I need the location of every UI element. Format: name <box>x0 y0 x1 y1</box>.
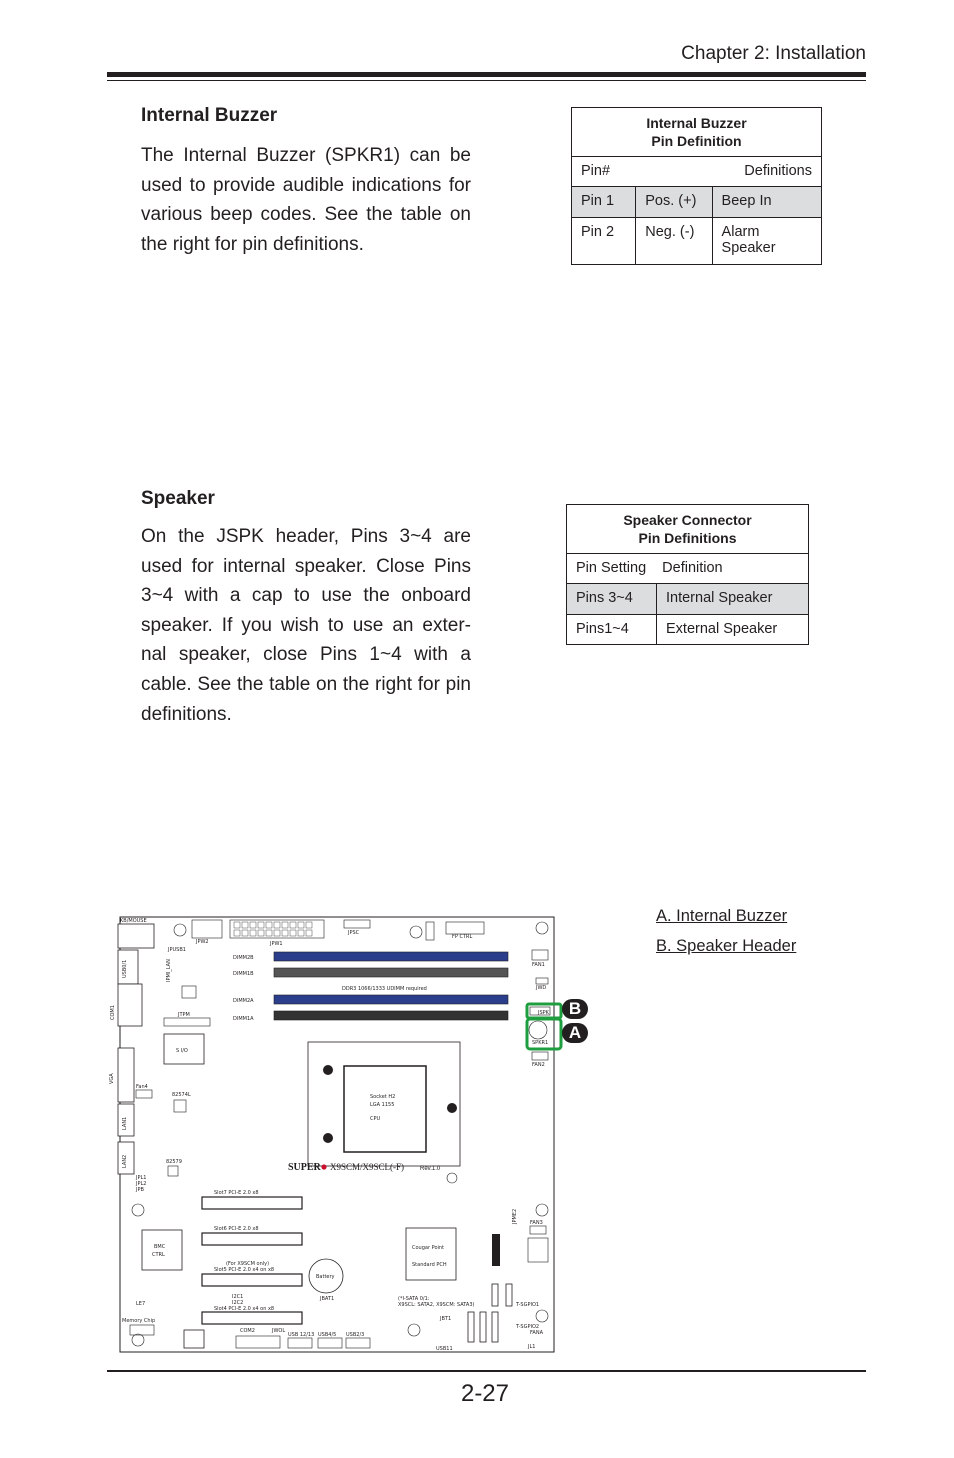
label-rev: Rev.1.0 <box>420 1166 441 1172</box>
label-usb11: USB11 <box>436 1346 453 1352</box>
fan1-header <box>532 950 548 960</box>
buzzer-table-title-1: Internal Buzzer <box>646 115 747 131</box>
speaker-row2-setting: Pins1~4 <box>567 615 657 645</box>
label-jpusb1: JPUSB1 <box>168 947 186 953</box>
speaker-body: On the JSPK header, Pins 3~4 are used for internal speaker. Close Pins 3~4 with a cap to use the onboard speaker. If you wish to use an exter- nal speaker, close Pins 1~4 with a cable. See the table on the right for pin definitions. <box>141 526 471 725</box>
label-jbat1: JBAT1 <box>320 1296 335 1302</box>
marker-a: A <box>562 1023 588 1043</box>
label-slot5: Slot5 PCI-E 2.0 x4 on x8 <box>214 1267 275 1273</box>
speaker-table-title-1: Speaker Connector <box>623 512 752 528</box>
fan4-header <box>136 1090 152 1098</box>
label-slot7: Slot7 PCI-E 2.0 x8 <box>214 1190 259 1196</box>
motherboard-svg <box>109 916 556 1354</box>
dimm2a-slot <box>274 995 508 1004</box>
label-jwol: JWOL <box>272 1328 286 1334</box>
label-i2c2: I2C2 <box>232 1300 244 1306</box>
usb45-header <box>318 1338 342 1348</box>
speaker-table-title <box>567 505 809 554</box>
label-82579: 82579 <box>166 1159 182 1165</box>
jbr-header <box>426 922 434 940</box>
buzzer-heading: Internal Buzzer <box>141 105 278 126</box>
label-com1: COM1 <box>110 1005 116 1020</box>
jpw1-header <box>230 920 324 938</box>
label-fana: FANA <box>530 1330 543 1336</box>
sata-port <box>468 1312 474 1342</box>
label-tsgpio2: T-SGPIO2 <box>516 1324 540 1330</box>
speaker-col-setting: Pin Setting <box>576 560 647 576</box>
label-jbt1: JBT1 <box>440 1316 452 1322</box>
slot6 <box>202 1233 302 1245</box>
vga-port <box>118 1048 134 1102</box>
slot5 <box>202 1274 302 1286</box>
fan3-header <box>530 1226 546 1234</box>
label-dimm2b: DIMM2B <box>233 955 254 961</box>
label-lan2: LAN2 <box>122 1154 128 1168</box>
buzzer-body: The Internal Buzzer (SPKR1) can be used to provide audible indications for various beep codes. See the table on the right for pin definitions. <box>141 145 471 255</box>
label-usb1213: USB 12/13 <box>288 1332 315 1338</box>
buzzer-row2-pin: Pin 2 <box>572 218 636 265</box>
dimm1b-slot <box>274 968 508 977</box>
label-dimm1a: DIMM1A <box>233 1016 254 1022</box>
label-battery: Battery <box>316 1274 335 1280</box>
table-row <box>572 218 822 265</box>
label-vga: VGA <box>109 1073 115 1084</box>
buzzer-table-title <box>572 108 822 157</box>
fpctrl-header <box>446 922 484 934</box>
label-sio: S I/O <box>176 1048 188 1054</box>
label-model: X9SCM/X9SCL(-F) <box>330 1162 405 1172</box>
memory-chip <box>130 1325 154 1335</box>
label-standard-pch: Standard PCH <box>412 1262 447 1268</box>
label-x9scm-only: (For X9SCM only) <box>226 1261 270 1267</box>
label-usb23: USB2/3 <box>346 1332 365 1338</box>
label-jwd: JWD <box>536 985 547 991</box>
speaker-row2-def: External Speaker <box>657 615 809 645</box>
label-brand: SUPER <box>288 1162 321 1173</box>
com2-header <box>236 1336 280 1348</box>
label-jl1: JL1 <box>528 1344 536 1350</box>
label-jpw1: JPW1 <box>270 941 283 947</box>
label-ddr3: DDR3 1066/1333 UDIMM required <box>342 986 427 992</box>
header-rule-thick <box>107 72 866 77</box>
slot4 <box>202 1312 302 1324</box>
label-jtpm: JTPM <box>178 1012 190 1018</box>
label-sata-note-1: (*I-SATA 0/1: <box>398 1296 430 1302</box>
label-cougar-point: Cougar Point <box>412 1245 445 1251</box>
jpsc-header <box>344 920 370 928</box>
label-usb01: USB0/1 <box>122 959 128 978</box>
jtpm-header <box>164 1018 210 1026</box>
sata-block <box>492 1234 500 1266</box>
buzzer-row1-def: Beep In <box>712 187 821 218</box>
label-82574l: 82574L <box>172 1092 191 1098</box>
label-socket: Socket H2 <box>370 1094 396 1100</box>
label-fpctrl: FP CTRL <box>452 934 473 940</box>
brand-dot <box>321 1164 326 1169</box>
label-fan4: Fan4 <box>136 1084 148 1090</box>
dimm1a-slot <box>274 1011 508 1020</box>
label-cpu: CPU <box>370 1116 381 1122</box>
page-number: 2-27 <box>460 1380 510 1407</box>
spkr1-buzzer <box>529 1021 547 1039</box>
label-lga: LGA 1155 <box>370 1102 395 1108</box>
label-jpb: JPB <box>136 1187 144 1193</box>
label-fan1: FAN1 <box>532 962 545 968</box>
chip <box>182 986 196 998</box>
speaker-row1-def: Internal Speaker <box>657 584 809 615</box>
bmc-chip <box>142 1230 182 1270</box>
label-dimm1b: DIMM1B <box>233 971 254 977</box>
mount-hole <box>323 1133 333 1143</box>
label-bmc-ctrl: CTRL <box>152 1252 165 1258</box>
label-memory-chip: Memory Chip <box>122 1318 156 1324</box>
label-lan1: LAN1 <box>122 1116 128 1130</box>
label-spkr1: SPKR1 <box>532 1040 549 1046</box>
label-fan2: FAN2 <box>532 1062 545 1068</box>
label-jspk: JSPK <box>538 1010 549 1016</box>
buzzer-col-pin: Pin# <box>572 157 713 187</box>
buzzer-row1-pol: Pos. (+) <box>636 187 712 218</box>
label-kbmouse: KB/MOUSE <box>120 918 147 924</box>
label-slot4: Slot4 PCI-E 2.0 x4 on x8 <box>214 1306 275 1312</box>
label-jpsc: JPSC <box>348 930 360 936</box>
com1-port <box>118 984 142 1026</box>
chapter-title: Chapter 2: Installation <box>681 43 866 64</box>
buzzer-row1-pin: Pin 1 <box>572 187 636 218</box>
speaker-col-def: Definition <box>662 560 723 576</box>
sata-port <box>480 1312 486 1342</box>
sata-port <box>492 1284 498 1306</box>
label-bmc: BMC <box>154 1244 166 1250</box>
jwd-header <box>536 978 548 984</box>
legend-internal-buzzer: A. Internal Buzzer <box>656 907 788 925</box>
table-row <box>567 584 809 615</box>
label-jpw2: JPW2 <box>196 939 209 945</box>
usb1213-header <box>288 1338 312 1348</box>
buzzer-row2-def: Alarm Speaker <box>712 218 821 265</box>
label-i2c1: I2C1 <box>232 1294 244 1300</box>
label-jpme2: JPME2 <box>512 1208 518 1224</box>
mount-hole <box>323 1065 333 1075</box>
buzzer-col-def: Definitions <box>712 157 821 187</box>
jpw2-header <box>192 920 222 938</box>
label-usb45: USB4/5 <box>318 1332 337 1338</box>
fan2-header <box>532 1052 548 1060</box>
table-row <box>567 615 809 645</box>
marker-b: B <box>562 999 588 1019</box>
footer-rule <box>107 1370 866 1372</box>
table-row <box>572 187 822 218</box>
usb-header <box>528 1238 548 1262</box>
mount-hole <box>447 1103 457 1113</box>
label-jpl1: JPL1 <box>136 1175 147 1181</box>
buzzer-table-title-2: Pin Definition <box>651 133 742 149</box>
bottom-connector <box>184 1330 204 1348</box>
speaker-row1-setting: Pins 3~4 <box>567 584 657 615</box>
label-ipmi-lan: IPMI_LAN <box>166 959 172 982</box>
label-sata-note-2: X9SCL: SATA2, X9SCM: SATA3) <box>398 1302 475 1308</box>
sata-port <box>492 1312 498 1342</box>
label-jpl2: JPL2 <box>136 1181 147 1187</box>
speaker-heading: Speaker <box>141 488 215 509</box>
slot7 <box>202 1197 302 1209</box>
label-fan3: FAN3 <box>530 1220 543 1226</box>
motherboard-diagram <box>109 916 556 1354</box>
sata-port <box>506 1284 512 1306</box>
pch-chip <box>406 1228 456 1280</box>
label-dimm2a: DIMM2A <box>233 998 254 1004</box>
label-com2: COM2 <box>240 1328 255 1334</box>
speaker-table-header <box>567 554 809 584</box>
speaker-pin-table <box>566 504 809 645</box>
buzzer-row2-pol: Neg. (-) <box>636 218 712 265</box>
label-le7: LE7 <box>136 1301 146 1307</box>
usb23-header <box>346 1338 370 1348</box>
kbmouse-port <box>118 924 154 948</box>
label-tsgpio1: T-SGPIO1 <box>516 1302 540 1308</box>
header-rule-thin <box>107 80 866 81</box>
buzzer-pin-table <box>571 107 822 265</box>
lan-chip-1 <box>174 1100 186 1112</box>
lan-chip-2 <box>168 1166 178 1176</box>
usb01-port <box>118 950 138 984</box>
legend-speaker-header: B. Speaker Header <box>656 937 797 955</box>
cpu-socket <box>344 1066 426 1152</box>
label-slot6: Slot6 PCI-E 2.0 x8 <box>214 1226 259 1232</box>
dimm2b-slot <box>274 952 508 961</box>
speaker-table-title-2: Pin Definitions <box>638 530 737 546</box>
